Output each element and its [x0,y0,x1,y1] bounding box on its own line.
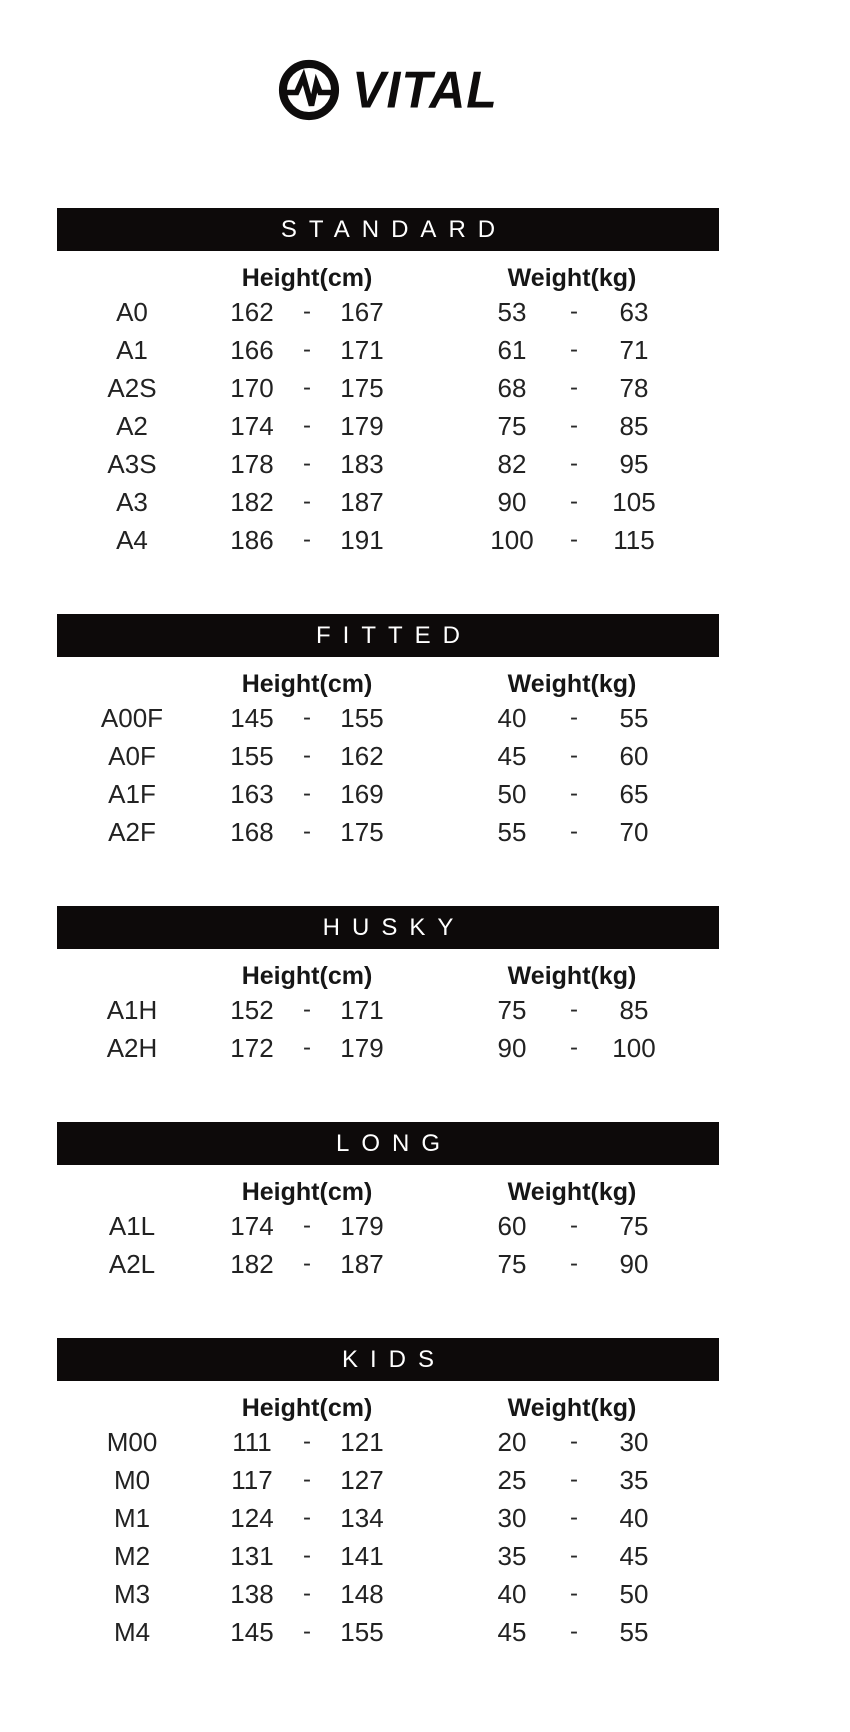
size-tables [57,208,719,1651]
size-row [57,293,719,331]
size-row [57,1461,719,1499]
brand-logo [57,0,719,122]
column-headers [57,669,719,699]
column-headers [57,263,719,293]
range-dash-icon: - [570,780,578,807]
height-max: 162 [340,741,384,771]
size-section-long [57,1122,719,1283]
weight-max: 50 [619,1579,649,1609]
weight-min: 68 [497,373,527,403]
height-max: 179 [340,1033,384,1063]
height-min: 174 [230,411,274,441]
range-dash-icon: - [303,374,311,401]
size-row [57,445,719,483]
weight-max: 55 [619,1617,649,1647]
height-max: 169 [340,779,384,809]
range-dash-icon: - [570,412,578,439]
weight-min: 25 [497,1465,527,1495]
height-max: 179 [340,411,384,441]
weight-min: 45 [497,741,527,771]
size-code: A1H [106,995,158,1025]
range-dash-icon: - [303,488,311,515]
height-max: 187 [340,487,384,517]
height-max: 148 [340,1579,384,1609]
size-row [57,331,719,369]
height-min: 172 [230,1033,274,1063]
weight-max: 30 [619,1427,649,1457]
range-dash-icon: - [303,996,311,1023]
section-rows [57,1423,719,1651]
height-max: 171 [340,335,384,365]
size-code: A3S [107,449,157,479]
weight-column-header: Weight(kg) [507,1393,637,1422]
height-min: 124 [230,1503,274,1533]
size-row [57,407,719,445]
range-dash-icon: - [570,298,578,325]
height-max: 127 [340,1465,384,1495]
height-max: 171 [340,995,384,1025]
height-min: 186 [230,525,274,555]
range-dash-icon: - [570,704,578,731]
content-area [57,0,719,1651]
range-dash-icon: - [303,704,311,731]
weight-max: 85 [619,411,649,441]
weight-max: 90 [619,1249,649,1279]
size-code: A1F [108,779,156,809]
column-headers [57,961,719,991]
weight-max: 105 [612,487,656,517]
section-rows [57,1207,719,1283]
height-min: 162 [230,297,274,327]
range-dash-icon: - [570,526,578,553]
weight-max: 65 [619,779,649,809]
height-max: 179 [340,1211,384,1241]
range-dash-icon: - [570,374,578,401]
range-dash-icon: - [303,1618,311,1645]
range-dash-icon: - [303,526,311,553]
weight-max: 115 [613,525,655,555]
height-max: 183 [340,449,384,479]
range-dash-icon: - [570,742,578,769]
size-code: M1 [113,1503,151,1533]
weight-min: 30 [497,1503,527,1533]
size-code: A1L [108,1211,156,1241]
weight-min: 40 [497,703,527,733]
brand-name: VITAL [352,60,498,120]
size-row [57,1245,719,1283]
size-row [57,699,719,737]
range-dash-icon: - [570,1580,578,1607]
size-code: A4 [116,525,148,555]
height-max: 121 [340,1427,384,1457]
range-dash-icon: - [570,1212,578,1239]
range-dash-icon: - [570,1428,578,1455]
weight-min: 75 [497,411,527,441]
size-row [57,737,719,775]
weight-min: 82 [497,449,527,479]
range-dash-icon: - [303,450,311,477]
height-min: 155 [230,741,274,771]
weight-min: 100 [490,525,534,555]
height-column-header: Height(cm) [241,961,373,990]
weight-min: 20 [497,1427,527,1457]
height-min: 145 [230,1617,274,1647]
height-column-header: Height(cm) [241,1177,373,1206]
range-dash-icon: - [303,1034,311,1061]
weight-min: 75 [497,1249,527,1279]
size-code: A2L [108,1249,156,1279]
weight-min: 60 [497,1211,527,1241]
range-dash-icon: - [303,1428,311,1455]
weight-column-header: Weight(kg) [507,263,637,292]
weight-min: 61 [497,335,527,365]
section-title: HUSKY [322,913,466,941]
height-column-header: Height(cm) [241,669,373,698]
section-header-bar [57,1338,719,1381]
section-header-bar [57,208,719,251]
size-code: M0 [113,1465,151,1495]
height-max: 155 [340,703,384,733]
height-min: 145 [230,703,274,733]
weight-max: 40 [619,1503,649,1533]
weight-max: 60 [619,741,649,771]
weight-max: 100 [612,1033,656,1063]
section-title: FITTED [316,621,472,649]
range-dash-icon: - [570,1466,578,1493]
size-row [57,1613,719,1651]
section-header-bar [57,1122,719,1165]
size-row [57,1207,719,1245]
weight-min: 55 [497,817,527,847]
height-min: 170 [230,373,274,403]
range-dash-icon: - [303,336,311,363]
section-title: LONG [335,1129,452,1157]
size-section-kids [57,1338,719,1651]
section-title: STANDARD [280,215,508,243]
height-column-header: Height(cm) [241,263,373,292]
size-code: A0 [116,297,148,327]
range-dash-icon: - [303,1212,311,1239]
weight-column-header: Weight(kg) [507,669,637,698]
weight-max: 78 [619,373,649,403]
range-dash-icon: - [570,1618,578,1645]
section-rows [57,991,719,1067]
height-min: 178 [230,449,274,479]
section-title: KIDS [341,1345,446,1373]
range-dash-icon: - [303,298,311,325]
section-rows [57,699,719,851]
size-row [57,521,719,559]
height-min: 131 [230,1541,274,1571]
height-min: 163 [230,779,274,809]
size-code: A3 [116,487,148,517]
size-code: M00 [106,1427,158,1457]
pulse-circle-icon [278,59,340,121]
height-min: 152 [230,995,274,1025]
column-headers [57,1177,719,1207]
weight-min: 75 [497,995,527,1025]
height-min: 168 [230,817,274,847]
height-max: 167 [340,297,384,327]
weight-min: 90 [497,487,527,517]
range-dash-icon: - [303,1542,311,1569]
size-row [57,1029,719,1067]
range-dash-icon: - [570,1034,578,1061]
section-rows [57,293,719,559]
size-row [57,369,719,407]
weight-max: 95 [619,449,649,479]
range-dash-icon: - [303,1580,311,1607]
height-min: 182 [230,487,274,517]
height-max: 175 [340,817,384,847]
size-code: A2H [106,1033,158,1063]
size-section-fitted [57,614,719,851]
weight-column-header: Weight(kg) [507,961,637,990]
weight-max: 55 [619,703,649,733]
weight-min: 50 [497,779,527,809]
height-min: 117 [231,1465,273,1495]
size-row [57,1499,719,1537]
weight-min: 35 [497,1541,527,1571]
weight-min: 40 [497,1579,527,1609]
weight-max: 35 [619,1465,649,1495]
height-column-header: Height(cm) [241,1393,373,1422]
range-dash-icon: - [570,450,578,477]
range-dash-icon: - [303,818,311,845]
weight-column-header: Weight(kg) [507,1177,637,1206]
height-min: 111 [232,1427,272,1457]
weight-min: 90 [497,1033,527,1063]
range-dash-icon: - [303,1250,311,1277]
height-min: 138 [230,1579,274,1609]
size-code: M3 [113,1579,151,1609]
height-max: 155 [340,1617,384,1647]
size-code: A2S [107,373,157,403]
size-row [57,813,719,851]
size-code: A00F [100,703,164,733]
range-dash-icon: - [570,818,578,845]
height-min: 166 [230,335,274,365]
height-max: 187 [340,1249,384,1279]
height-max: 175 [340,373,384,403]
size-row [57,1537,719,1575]
column-headers [57,1393,719,1423]
weight-max: 45 [619,1541,649,1571]
range-dash-icon: - [570,1504,578,1531]
range-dash-icon: - [303,780,311,807]
size-code: A1 [116,335,148,365]
size-row [57,991,719,1029]
weight-max: 71 [619,335,649,365]
range-dash-icon: - [570,488,578,515]
weight-min: 53 [497,297,527,327]
range-dash-icon: - [570,1250,578,1277]
range-dash-icon: - [570,336,578,363]
size-code: A2F [108,817,156,847]
size-code: M4 [113,1617,151,1647]
weight-min: 45 [497,1617,527,1647]
size-row [57,775,719,813]
size-code: M2 [113,1541,151,1571]
height-max: 141 [340,1541,384,1571]
size-row [57,1423,719,1461]
weight-max: 85 [619,995,649,1025]
range-dash-icon: - [303,742,311,769]
height-max: 134 [340,1503,384,1533]
range-dash-icon: - [303,1504,311,1531]
size-row [57,1575,719,1613]
size-code: A2 [116,411,148,441]
section-header-bar [57,906,719,949]
height-min: 174 [230,1211,274,1241]
range-dash-icon: - [303,412,311,439]
weight-max: 70 [619,817,649,847]
weight-max: 75 [619,1211,649,1241]
range-dash-icon: - [570,996,578,1023]
height-max: 191 [340,525,384,555]
weight-max: 63 [619,297,649,327]
size-section-standard [57,208,719,559]
range-dash-icon: - [303,1466,311,1493]
section-header-bar [57,614,719,657]
size-section-husky [57,906,719,1067]
range-dash-icon: - [570,1542,578,1569]
size-row [57,483,719,521]
height-min: 182 [230,1249,274,1279]
size-code: A0F [108,741,156,771]
